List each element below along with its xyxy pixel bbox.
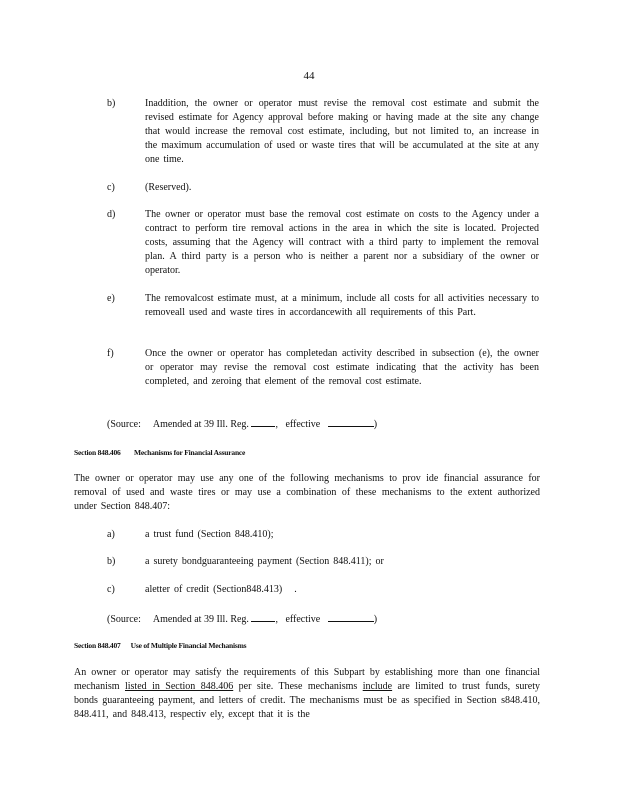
blank-line <box>251 611 275 622</box>
mechanism-text: a trust fund (Section 848.410); <box>145 529 274 540</box>
source-note <box>107 416 377 432</box>
section-title: Mechanisms for Financial Assurance <box>134 448 246 457</box>
subsection-c <box>107 181 539 195</box>
mechanism-label: a) <box>107 529 115 540</box>
source-amended: Amended at 39 Ill. Reg. <box>152 419 249 430</box>
inserted-text: include <box>362 681 393 692</box>
subsection-label: b) <box>107 98 116 109</box>
section-heading-848-407 <box>74 641 246 650</box>
mechanism-item-a <box>107 528 539 542</box>
section-848-407-paragraph <box>74 666 540 722</box>
blank-line <box>328 416 374 427</box>
subsection-text: The owner or operator must base the removal cost estimate on costs to the Agency under a contract to perform tire removal actions in the area in which the site is located. Projected costs, assuming that the Agency will contract with a third party to implement the removal plan. A third party is a person who is neither a parent nor a subsidiary of the owner or operator. <box>145 209 539 276</box>
mechanism-text: a surety bondguaranteeing payment (Section 848.411); or <box>145 556 384 567</box>
blank-line <box>328 611 374 622</box>
mechanism-item-c <box>107 583 539 597</box>
subsection-text: (Reserved). <box>145 182 192 193</box>
subsection-label: c) <box>107 182 115 193</box>
subsection-text: Inaddition, the owner or operator must revise the removal cost estimate and submit the revised estimate for Agency approval before making or having made at the site any change that would increase the removal cost estimate, including, but not limited to, an increase in the maximum accumulation of used or waste tires that will be accumulated at the site at any one time. <box>145 98 539 165</box>
source-close: ) <box>373 614 378 625</box>
source-amended: Amended at 39 Ill. Reg. <box>152 614 249 625</box>
paragraph-text: An owner or operator may satisfy the requirements of this Subpart by establishing more than one financial mechanism <box>74 667 540 692</box>
subsection-label: e) <box>107 293 115 304</box>
mechanism-item-b <box>107 555 539 569</box>
source-effective: effective <box>285 614 321 625</box>
source-close: ) <box>373 419 378 430</box>
subsection-f <box>107 347 539 389</box>
subsection-label: d) <box>107 209 116 220</box>
subsection-b <box>107 97 539 167</box>
mechanism-label: b) <box>107 556 116 567</box>
section-number: Section 848.406 <box>74 448 121 457</box>
source-note <box>107 611 377 627</box>
subsection-e <box>107 292 539 320</box>
subsection-d <box>107 208 539 278</box>
section-title: Use of Multiple Financial Mechanisms <box>130 641 247 650</box>
section-heading-848-406 <box>74 448 245 457</box>
section-number: Section 848.407 <box>74 641 121 650</box>
source-comma: , <box>275 614 278 625</box>
paragraph-text: are limited to trust funds, surety bonds guaranteeing payment, and letters of credit. The mechanisms must be as specified in Section s848.410, 848.411, and 848.413, respectiv ely, except that it is the <box>74 681 540 720</box>
source-effective: effective <box>285 419 321 430</box>
subsection-text: Once the owner or operator has completedan activity described in subsection (e), the owner or operator may revise the removal cost estimate indicating that the activity has been completed, and zeroing that element of the removal cost estimate. <box>145 348 539 387</box>
source-prefix: (Source: <box>107 419 141 430</box>
section-848-406-paragraph: The owner or operator may use any one of the following mechanisms to prov ide financial assurance for removal of used and waste tires or may use a combination of these mechanisms to the extent authorized under Section 848.407: <box>74 473 540 512</box>
page-number: 44 <box>303 70 315 82</box>
subsection-text: The removalcost estimate must, at a minimum, include all costs for all activities necessary to removeall used and waste tires in accordancewith all requirements of this Part. <box>145 293 539 318</box>
paragraph-text: per site. These mechanisms <box>233 681 363 692</box>
inserted-text: listed in Section 848.406 <box>124 681 234 692</box>
mechanism-text: aletter of credit (Section848.413) . <box>145 584 297 595</box>
source-prefix: (Source: <box>107 614 141 625</box>
blank-line <box>251 416 275 427</box>
subsection-label: f) <box>107 348 114 359</box>
mechanism-label: c) <box>107 584 115 595</box>
source-comma: , <box>275 419 278 430</box>
